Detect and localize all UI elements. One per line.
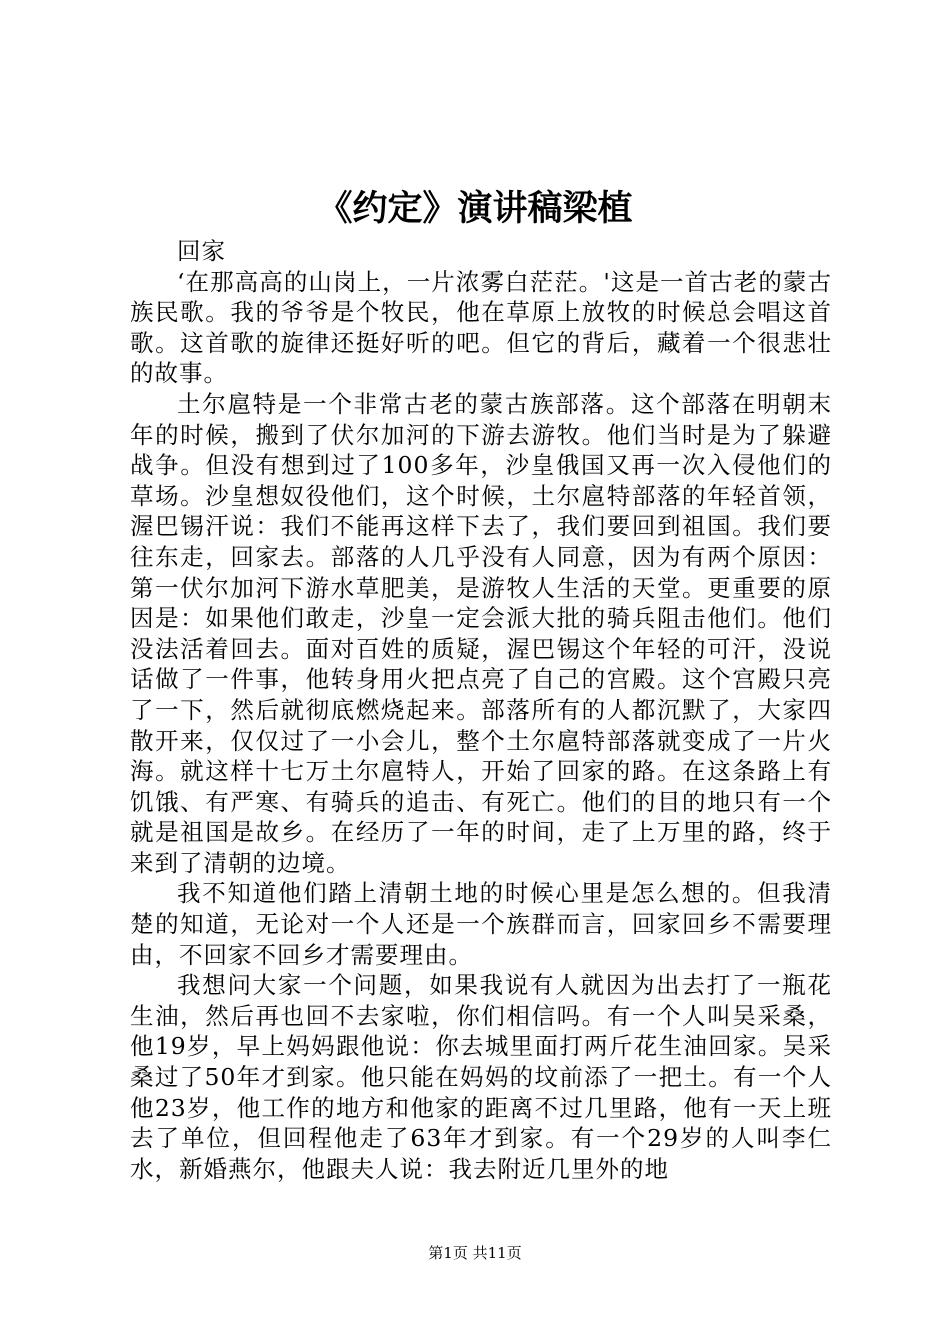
paragraph: 土尔扈特是一个非常古老的蒙古族部落。这个部落在明朝末年的时候，搬到了伏尔加河的下游去游牧。他们当时是为了躲避战争。但没有想到过了100多年，沙皇俄国又再一次入侵他们的草场。沙皇想奴役他们，这个时候，土尔扈特部落的年轻首领，渥巴锡汗说：我们不能再这样下去了，我们要回到祖国。我们要往东走，回家去。部落的人几乎没有人同意，因为有两个原因：第一伏尔加河下游水草肥美，是游牧人生活的天堂。更重要的原因是：如果他们敢走，沙皇一定会派大批的骑兵阻击他们。他们没法活着回去。面对百姓的质疑，渥巴锡这个年轻的可汗，没说话做了一件事，他转身用火把点亮了自己的宫殿。这个宫殿只亮了一下，然后就彻底燃烧起来。部落所有的人都沉默了，大家四散开来，仅仅过了一小会儿，整个土尔扈特部落就变成了一片火海。就这样十七万土尔扈特人，开始了回家的路。在这条路上有饥饿、有严寒、有骑兵的追击、有死亡。他们的目的地只有一个就是祖国是故乡。在经历了一年的时间，走了上万里的路，终于来到了清朝的边境。 <box>130 389 832 877</box>
document-title: 《约定》演讲稿梁植 <box>317 188 633 229</box>
document-body <box>130 236 832 1184</box>
paragraph: ‘在那高高的山岗上，一片浓雾白茫茫。'这是一首古老的蒙古族民歌。我的爷爷是个牧民，他在草原上放牧的时候总会唱这首歌。这首歌的旋律还挺好听的吧。但它的背后，藏着一个很悲壮的故事。 <box>130 267 832 388</box>
paragraph: 我不知道他们踏上清朝土地的时候心里是怎么想的。但我清楚的知道，无论对一个人还是一个族群而言，回家回乡不需要理由，不回家不回乡才需要理由。 <box>130 879 832 969</box>
section-heading: 回家 <box>177 237 226 265</box>
page-number: 第1页 共11页 <box>428 1244 522 1262</box>
paragraph: 我想问大家一个问题，如果我说有人就因为出去打了一瓶花生油，然后再也回不去家啦，你们相信吗。有一个人叫吴采桑，他19岁，早上妈妈跟他说：你去城里面打两斤花生油回家。吴采桑过了50年才到家。他只能在妈妈的坟前添了一把土。有一个人他23岁，他工作的地方和他家的距离不过几里路，他有一天上班去了单位，但回程他走了63年才到家。有一个29岁的人叫李仁水，新婚燕尔，他跟夫人说：我去附近几里外的地 <box>130 971 832 1183</box>
